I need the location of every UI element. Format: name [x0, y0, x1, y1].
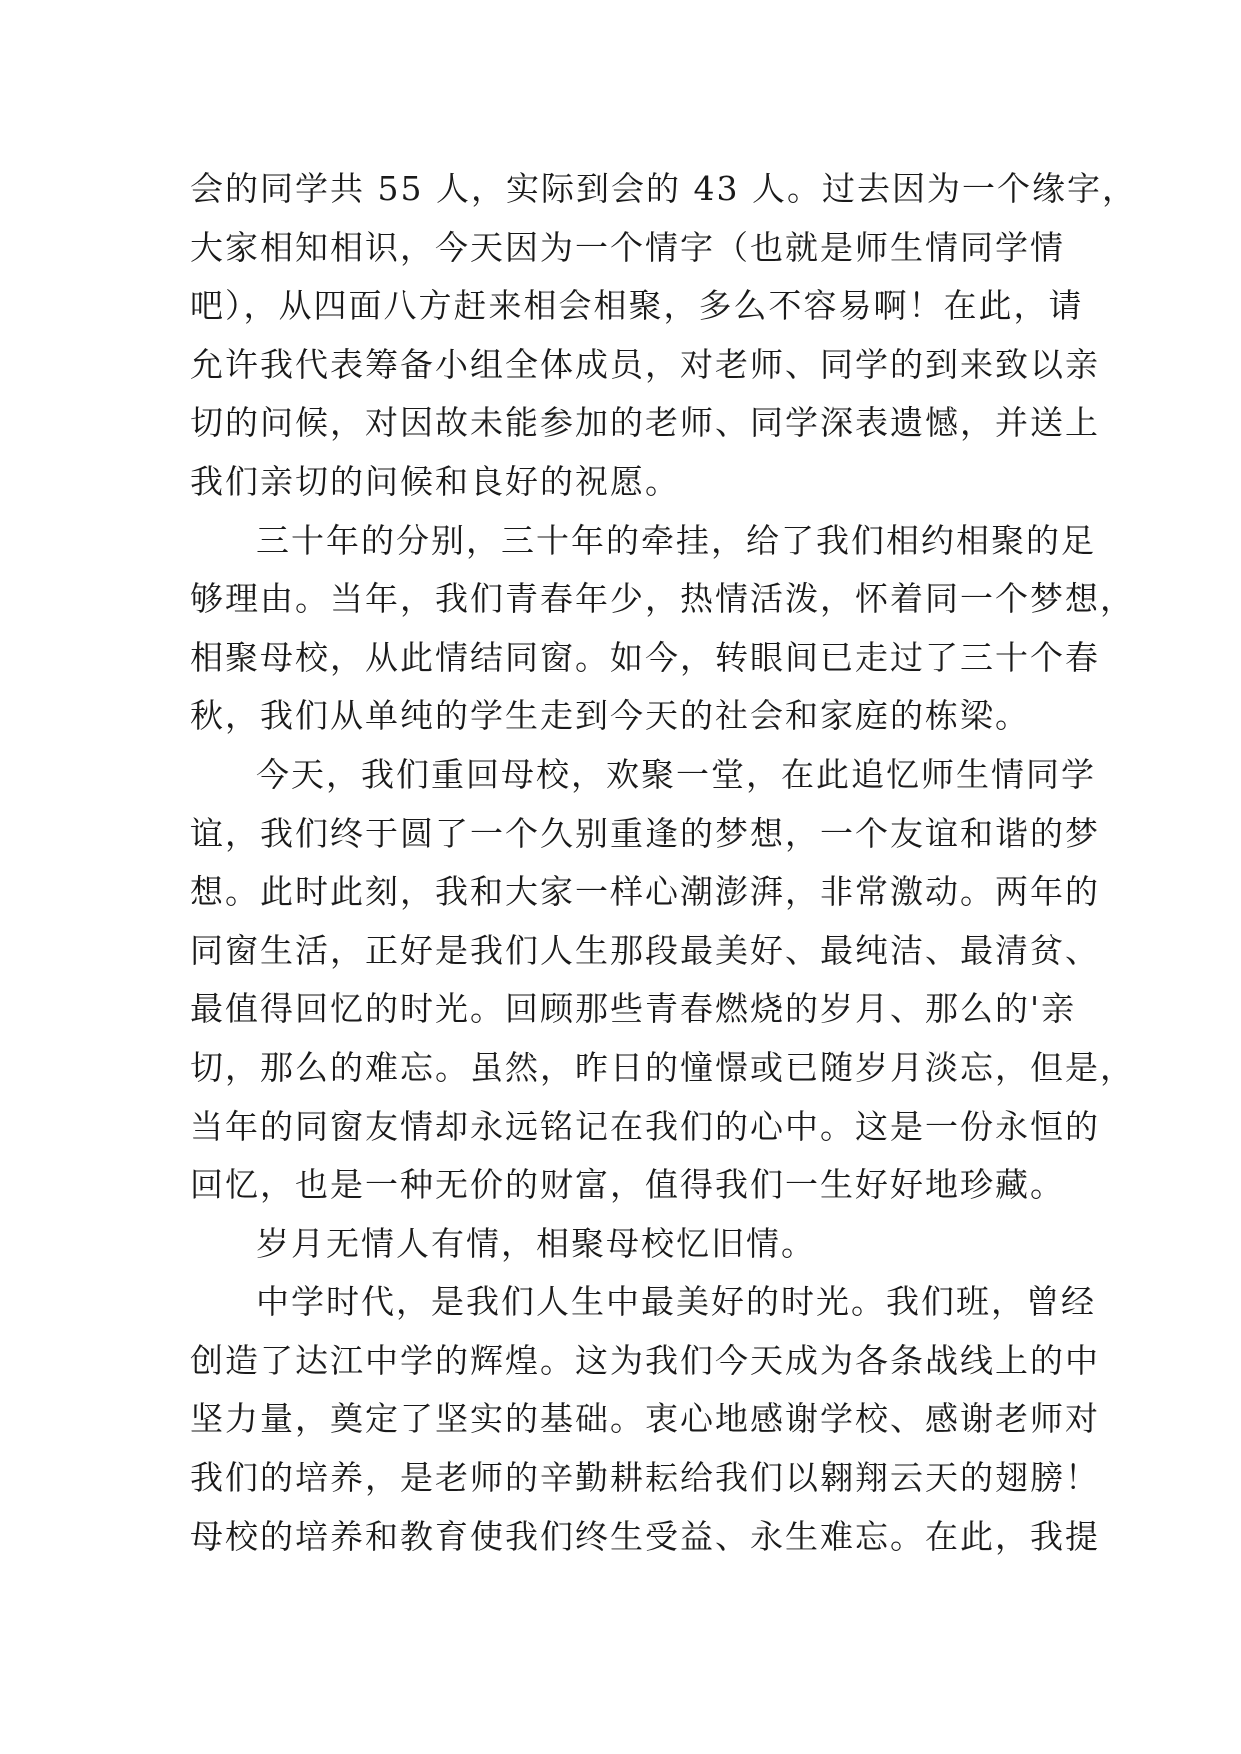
text-line: 我们的培养，是老师的辛勤耕耘给我们以翱翔云天的翅膀！ — [190, 1458, 1100, 1498]
paragraph-first-line: 中学时代，是我们人生中最美好的时光。我们班，曾经 — [256, 1282, 1096, 1322]
text-line: 谊，我们终于圆了一个久别重逢的梦想，一个友谊和谐的梦 — [190, 813, 1100, 853]
text-line: 相聚母校，从此情结同窗。如今，转眼间已走过了三十个春 — [190, 637, 1100, 677]
text-line: 吧），从四面八方赶来相会相聚，多么不容易啊！在此，请 — [190, 286, 1084, 326]
text-line: 坚力量，奠定了坚实的基础。衷心地感谢学校、感谢老师对 — [190, 1399, 1100, 1439]
paragraph-single-line: 岁月无情人有情，相聚母校忆旧情。 — [256, 1223, 816, 1263]
body-text — [190, 160, 1137, 1566]
paragraph-first-line: 今天，我们重回母校，欢聚一堂，在此追忆师生情同学 — [256, 754, 1096, 794]
paragraph-end-line: 秋，我们从单纯的学生走到今天的社会和家庭的栋梁。 — [190, 696, 1030, 736]
text-line: 够理由。当年，我们青春年少，热情活泼，怀着同一个梦想， — [190, 579, 1135, 619]
text-line: 切，那么的难忘。虽然，昨日的憧憬或已随岁月淡忘，但是， — [190, 1047, 1135, 1087]
text-line: 允许我代表筹备小组全体成员，对老师、同学的到来致以亲 — [190, 344, 1100, 384]
paragraph-end-line: 我们亲切的问候和良好的祝愿。 — [190, 461, 680, 501]
text-line: 大家相知相识，今天因为一个情字（也就是师生情同学情 — [190, 227, 1065, 267]
paragraph-first-line: 三十年的分别，三十年的牵挂，给了我们相约相聚的足 — [256, 520, 1096, 560]
text-line: 最值得回忆的时光。回顾那些青春燃烧的岁月、那么的'亲 — [190, 989, 1077, 1029]
paragraph-end-line: 回忆，也是一种无价的财富，值得我们一生好好地珍藏。 — [190, 1165, 1065, 1205]
text-line: 创造了达江中学的辉煌。这为我们今天成为各条战线上的中 — [190, 1340, 1100, 1380]
text-line: 母校的培养和教育使我们终生受益、永生难忘。在此，我提 — [190, 1516, 1100, 1556]
text-line: 切的问候，对因故未能参加的老师、同学深表遗憾，并送上 — [190, 403, 1100, 443]
text-line: 想。此时此刻，我和大家一样心潮澎湃，非常激动。两年的 — [190, 872, 1100, 912]
text-line: 同窗生活，正好是我们人生那段最美好、最纯洁、最清贫、 — [190, 930, 1100, 970]
text-line: 会的同学共 55 人，实际到会的 43 人。过去因为一个缘字， — [190, 169, 1137, 208]
text-line: 当年的同窗友情却永远铭记在我们的心中。这是一份永恒的 — [190, 1106, 1100, 1146]
